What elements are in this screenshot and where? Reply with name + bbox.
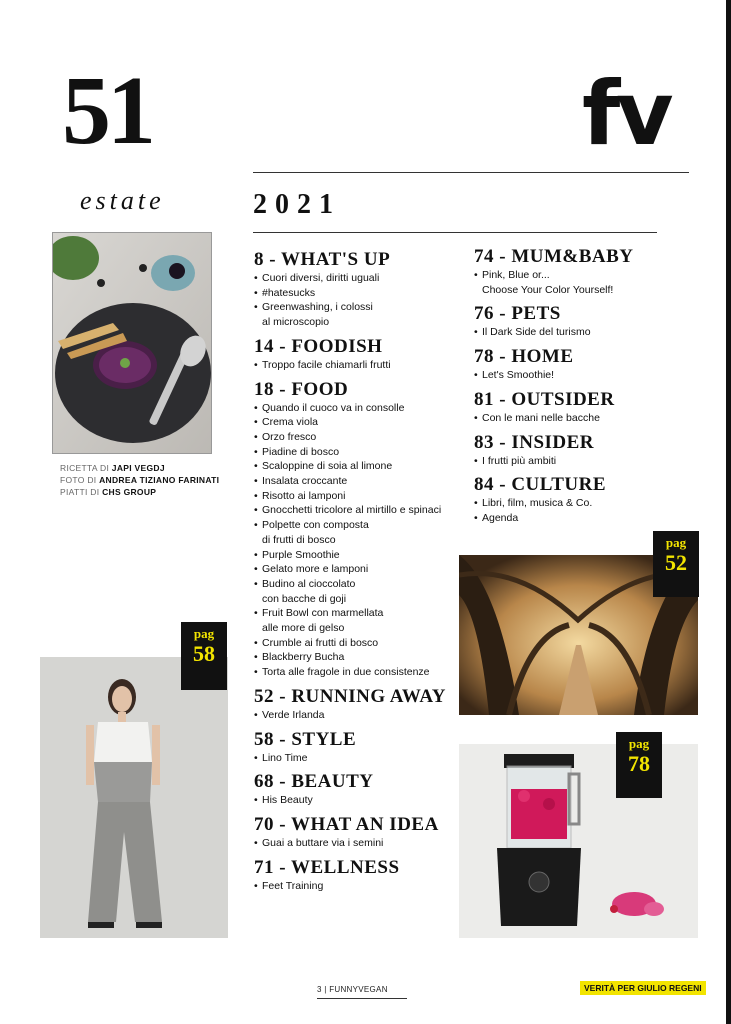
bullet-icon: • (254, 504, 258, 517)
bullet-icon: • (474, 411, 478, 424)
toc-item (474, 454, 684, 469)
bullet-icon: • (254, 475, 258, 488)
bullet-icon: • (474, 454, 478, 467)
toc-item-text: Let's Smoothie! (482, 369, 555, 382)
bullet-icon: • (254, 489, 258, 502)
toc-item-text: Libri, film, musica & Co. (482, 497, 593, 510)
toc-section-title[interactable]: 76 - PETS (474, 303, 561, 325)
bullet-icon: • (474, 369, 478, 382)
toc-item (254, 751, 464, 766)
toc-section (474, 345, 684, 383)
badge-label: pag (628, 736, 650, 751)
toc-item (254, 548, 464, 563)
bullet-icon: • (474, 511, 478, 524)
credit-recipe-name: JAPI VEGDJ (111, 463, 165, 473)
toc-item-text: Quando il cuoco va in consolle (262, 401, 405, 414)
toc-section (254, 685, 464, 723)
toc-item (254, 430, 464, 445)
toc-section-title[interactable]: 74 - MUM&BABY (474, 246, 634, 267)
campaign-banner[interactable]: VERITÀ PER GIULIO REGENI (580, 981, 706, 995)
credit-recipe-label: RICETTA DI (60, 463, 110, 473)
toc-item-text: I frutti più ambiti (482, 454, 557, 467)
bullet-icon: • (254, 358, 258, 371)
toc-section (254, 728, 464, 766)
toc-item (254, 665, 464, 680)
toc-item-text: His Beauty (262, 794, 313, 807)
toc-section (254, 770, 464, 808)
toc-item-text: Con le mani nelle bacche (482, 411, 600, 424)
style-photo (40, 657, 228, 938)
toc-section-title[interactable]: 58 - STYLE (254, 728, 357, 750)
footer-folio (317, 985, 388, 994)
bullet-icon: • (254, 445, 258, 458)
toc-item (474, 511, 684, 526)
season-label: estate (80, 186, 165, 215)
soup-illustration (53, 233, 211, 453)
credit-photo (60, 474, 219, 486)
badge-number: 58 (193, 641, 215, 666)
toc-section-title[interactable]: 18 - FOOD (254, 378, 349, 400)
magazine-logo: fv (582, 62, 670, 165)
bullet-icon: • (254, 666, 258, 679)
year-rule (253, 232, 657, 233)
toc-item-text: Agenda (482, 511, 519, 524)
toc-section-title[interactable]: 68 - BEAUTY (254, 771, 374, 793)
toc-item (254, 518, 464, 533)
toc-item (254, 577, 464, 592)
toc-item-text: di frutti di bosco (262, 533, 336, 546)
bullet-icon: • (254, 836, 258, 849)
bullet-icon: • (254, 272, 258, 284)
bullet-icon: • (254, 416, 258, 429)
photo-credits (60, 462, 219, 498)
toc-item-text: Greenwashing, i colossi (262, 301, 373, 314)
toc-item-text: Scaloppine di soia al limone (262, 460, 393, 473)
footer-magazine: FUNNYVEGAN (329, 985, 388, 994)
toc-item-text: Crumble ai frutti di bosco (262, 636, 379, 649)
toc-item-text: Il Dark Side del turismo (482, 326, 591, 339)
bullet-icon: • (254, 879, 258, 892)
toc-item-text: con bacche di goji (262, 592, 347, 605)
bullet-icon: • (254, 636, 258, 649)
bullet-icon: • (254, 607, 258, 620)
badge-number: 78 (628, 751, 650, 776)
toc-item (254, 401, 464, 416)
toc-item (474, 411, 684, 426)
toc-item-continuation (474, 283, 684, 298)
toc-section-title[interactable]: 78 - HOME (474, 346, 574, 368)
toc-item (254, 358, 464, 373)
toc-item-text: Blackberry Bucha (262, 651, 345, 664)
toc-section (254, 335, 464, 373)
toc-section-title[interactable]: 81 - OUTSIDER (474, 388, 615, 410)
bullet-icon: • (254, 751, 258, 764)
toc-section-title[interactable]: 8 - WHAT'S UP (254, 249, 391, 270)
toc-item-continuation (254, 315, 464, 330)
toc-section-title[interactable]: 52 - RUNNING AWAY (254, 685, 447, 707)
toc-item-text: Piadine di bosco (262, 445, 340, 458)
toc-item-text: Gnocchetti tricolore al mirtillo e spinaci (262, 504, 442, 517)
toc-section (474, 245, 684, 297)
toc-item (254, 445, 464, 460)
badge-label: pag (665, 535, 687, 550)
toc-item-text: Troppo facile chiamarli frutti (262, 358, 391, 371)
bullet-icon: • (254, 430, 258, 443)
toc-right-column (474, 245, 684, 526)
toc-item (254, 503, 464, 518)
page-edge-bar (726, 0, 731, 1024)
bullet-icon: • (254, 577, 258, 590)
badge-pag-52[interactable] (653, 531, 699, 597)
blender-illustration (459, 744, 698, 938)
footer-rule (317, 998, 407, 999)
toc-section-title[interactable]: 70 - WHAT AN IDEA (254, 813, 439, 835)
footer-separator: | (324, 985, 327, 994)
blender-photo (459, 744, 698, 938)
toc-item (474, 496, 684, 511)
toc-item-text: Pink, Blue or... (482, 269, 550, 281)
toc-item (254, 879, 464, 894)
toc-item (254, 636, 464, 651)
toc-item (254, 271, 464, 286)
toc-section-title[interactable]: 14 - FOODISH (254, 335, 383, 357)
bullet-icon: • (254, 794, 258, 807)
badge-number: 52 (665, 550, 687, 575)
bullet-icon: • (254, 301, 258, 314)
toc-item-text: al microscopio (262, 316, 330, 329)
toc-item-text: Guai a buttare via i semini (262, 836, 384, 849)
toc-item-text: Cuori diversi, diritti uguali (262, 272, 380, 284)
toc-item (254, 474, 464, 489)
bullet-icon: • (254, 548, 258, 561)
issue-number: 51 (62, 57, 152, 165)
toc-left-column (254, 248, 464, 893)
toc-section (474, 431, 684, 469)
credit-photo-label: FOTO DI (60, 475, 97, 485)
bullet-icon: • (254, 401, 258, 414)
toc-item (254, 489, 464, 504)
toc-section (474, 302, 684, 340)
toc-item (254, 606, 464, 621)
toc-section-title[interactable]: 84 - CULTURE (474, 474, 606, 496)
toc-item (254, 562, 464, 577)
toc-item-text: alle more di gelso (262, 622, 345, 635)
toc-item-text: Polpette con composta (262, 519, 369, 532)
toc-item (254, 836, 464, 851)
toc-section (254, 248, 464, 330)
toc-item-text: Crema viola (262, 416, 319, 429)
bullet-icon: • (474, 497, 478, 510)
toc-item-text: Insalata croccante (262, 475, 348, 488)
bullet-icon: • (254, 519, 258, 532)
year-label: 2021 (253, 189, 341, 220)
bullet-icon: • (254, 651, 258, 664)
toc-section (254, 813, 464, 851)
bullet-icon: • (474, 269, 478, 281)
header-rule (253, 172, 689, 173)
toc-section-title[interactable]: 71 - WELLNESS (254, 856, 400, 878)
toc-item-text: Risotto ai lamponi (262, 489, 346, 502)
food-photo (52, 232, 212, 454)
toc-item (474, 368, 684, 383)
bullet-icon: • (474, 326, 478, 339)
toc-item-continuation (254, 592, 464, 607)
toc-item (254, 300, 464, 315)
toc-item (254, 415, 464, 430)
toc-item-text: #hatesucks (262, 286, 316, 299)
toc-item-text: Purple Smoothie (262, 548, 340, 561)
toc-item (474, 268, 684, 283)
bullet-icon: • (254, 460, 258, 473)
toc-item-text: Gelato more e lamponi (262, 563, 369, 576)
bullet-icon: • (254, 708, 258, 721)
toc-item-text: Verde Irlanda (262, 708, 325, 721)
toc-item (254, 650, 464, 665)
toc-item-text: Orzo fresco (262, 430, 317, 443)
badge-pag-58[interactable] (181, 622, 227, 690)
toc-item-continuation (254, 621, 464, 636)
footer-page-number: 3 (317, 985, 322, 994)
toc-item-text: Lino Time (262, 751, 308, 764)
badge-pag-78[interactable] (616, 732, 662, 798)
toc-item (474, 325, 684, 340)
toc-section-title[interactable]: 83 - INSIDER (474, 431, 595, 453)
credit-plates-name: CHS GROUP (102, 487, 157, 497)
toc-section (254, 856, 464, 894)
toc-item-text: Torta alle fragole in due consistenze (262, 666, 430, 679)
toc-item-text: Choose Your Color Yourself! (482, 283, 614, 296)
credit-plates-label: PIATTI DI (60, 487, 100, 497)
toc-item (254, 286, 464, 301)
toc-section (474, 388, 684, 426)
badge-label: pag (193, 626, 215, 641)
toc-item (254, 708, 464, 723)
toc-item-text: Fruit Bowl con marmellata (262, 607, 384, 620)
bullet-icon: • (254, 563, 258, 576)
toc-item-text: Feet Training (262, 879, 324, 892)
credit-plates (60, 486, 219, 498)
bullet-icon: • (254, 286, 258, 299)
toc-item-text: Budino al cioccolato (262, 577, 356, 590)
toc-item-continuation (254, 533, 464, 548)
model-illustration (40, 657, 228, 938)
toc-section (474, 473, 684, 525)
credit-photo-name: ANDREA TIZIANO FARINATI (99, 475, 220, 485)
toc-item (254, 459, 464, 474)
toc-item (254, 793, 464, 808)
toc-section (254, 378, 464, 680)
credit-recipe (60, 462, 219, 474)
